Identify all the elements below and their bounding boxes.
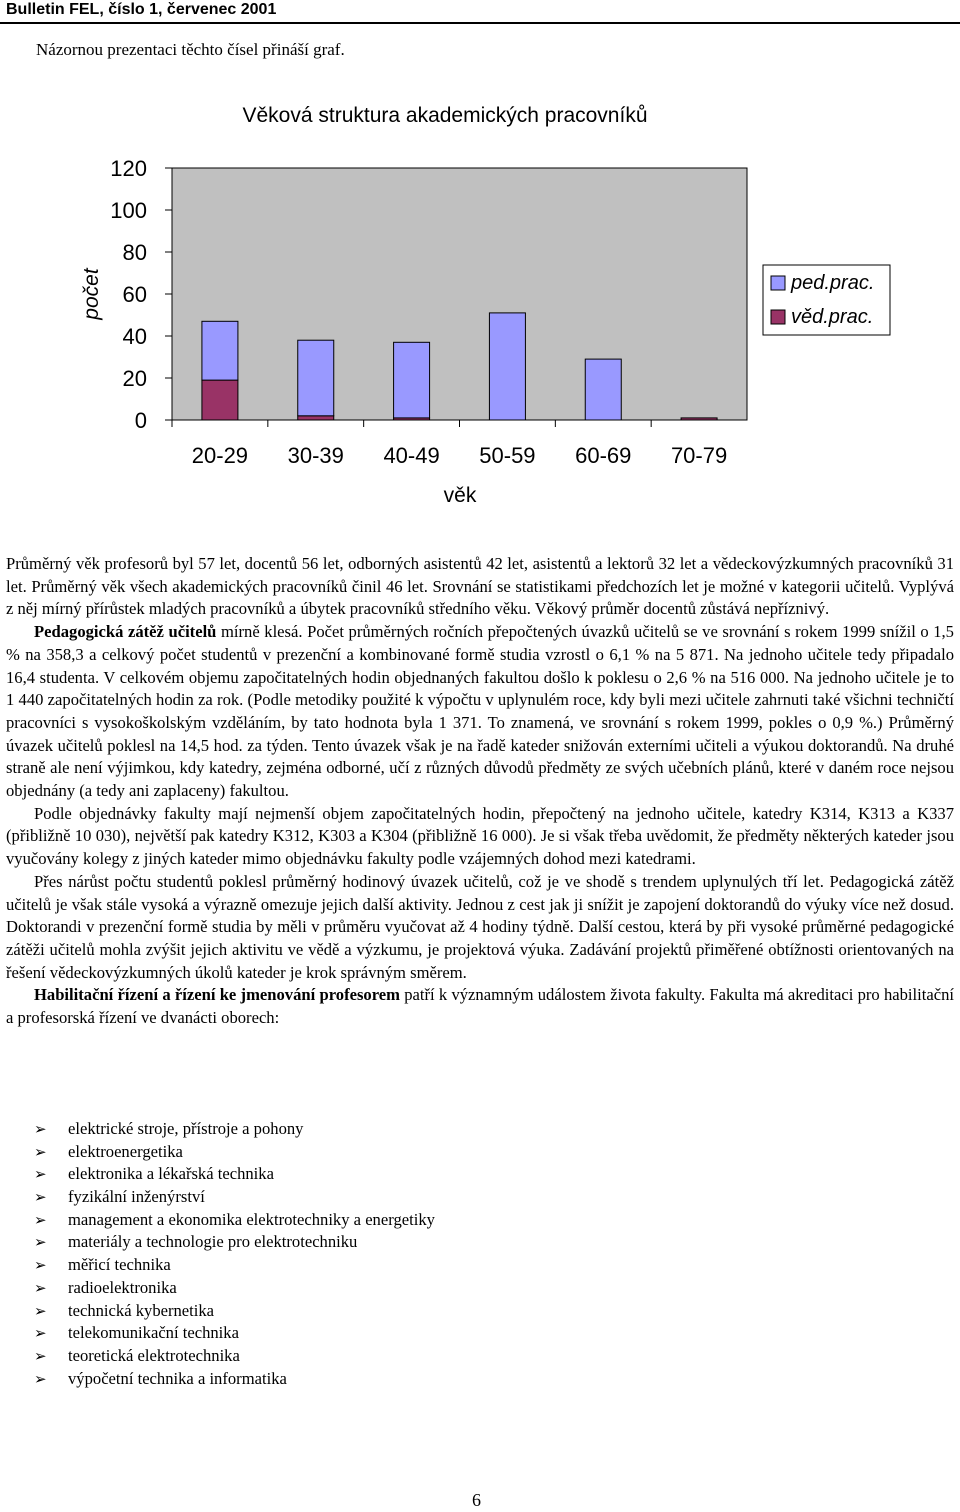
arrow-bullet-icon: ➢ bbox=[34, 1120, 47, 1138]
y-tick-label: 120 bbox=[110, 156, 147, 181]
list-item bbox=[34, 1231, 435, 1254]
paragraph-habilitation bbox=[6, 984, 954, 1029]
paragraph-departments bbox=[6, 803, 954, 871]
list-item bbox=[34, 1345, 435, 1368]
field-label: teoretická elektrotechnika bbox=[68, 1345, 240, 1365]
field-label: technická kybernetika bbox=[68, 1300, 215, 1320]
legend-label-ved-prac: věd.prac. bbox=[791, 306, 874, 328]
legend-swatch-ved-prac bbox=[771, 310, 785, 324]
field-label: měřicí technika bbox=[68, 1255, 171, 1275]
list-item bbox=[34, 1186, 435, 1209]
x-tick-label: 40-49 bbox=[383, 443, 440, 468]
accredited-fields-list bbox=[34, 1118, 435, 1390]
bulletin-header bbox=[0, 0, 960, 24]
text-run: patří k významným událostem života fakulty. Fakulta má akreditaci pro habilitační a profesorská řízení ve dvanácti oborech: bbox=[6, 985, 954, 1028]
bar-ped-prac-60-69 bbox=[585, 359, 621, 420]
body-text bbox=[6, 553, 954, 1030]
chart-title: Věková struktura akademických pracovníků bbox=[242, 104, 648, 127]
intro-sentence: Názornou prezentaci těchto čísel přináší graf. bbox=[36, 40, 345, 59]
y-tick-label: 0 bbox=[134, 408, 147, 433]
age-structure-chart bbox=[0, 90, 960, 520]
bar-ped-prac-50-59 bbox=[489, 313, 525, 420]
bar-ved-prac-70-79 bbox=[681, 418, 717, 420]
y-tick-label: 40 bbox=[122, 324, 147, 349]
y-tick-label: 20 bbox=[122, 366, 147, 391]
arrow-bullet-icon: ➢ bbox=[34, 1301, 47, 1320]
page-number: 6 bbox=[472, 1490, 481, 1510]
list-item bbox=[34, 1254, 435, 1277]
list-item bbox=[34, 1368, 435, 1391]
field-label: radioelektronika bbox=[68, 1277, 177, 1297]
list-item bbox=[34, 1277, 435, 1300]
x-tick-label: 20-29 bbox=[191, 443, 249, 468]
paragraph-workload bbox=[6, 621, 954, 803]
x-axis-label: věk bbox=[443, 484, 477, 507]
list-item bbox=[34, 1118, 435, 1141]
plot-area bbox=[172, 168, 747, 420]
paragraph-age bbox=[6, 553, 954, 621]
y-tick-label: 60 bbox=[122, 282, 147, 307]
text-run: Průměrný věk profesorů byl 57 let, docentů 56 let, odborných asistentů 42 let, asistentů a lektorů 32 let a vědeckovýzkumných pracovníků 31 let. Průměrný věk všech akademických pracovníků činil 46 let. Srovnání se statistikami předchozích let je možné v kategorii učitelů. Vyplývá z něj mírný přírůstek mladých pracovníků a úbytek pracovníků středního věku. Věkový průměr docentů zůstává nepříznivý. bbox=[6, 554, 954, 619]
list-item bbox=[34, 1209, 435, 1232]
text-run: Přes nárůst počtu studentů poklesl průměrný hodinový úvazek učitelů, což je ve shodě s trendem uplynulých tří let. Pedagogická zátěž učitelů je však stále vysoká a výrazně omezuje jejich další aktivity. Jednou z cest jak ji snížit je zapojení doktorandů do výuky více než dosud. Doktorandi v prezenční formě studia by měli v průměru vyučovat až 4 hodiny týdně. Další cestou, která by při vysoké průměrné pedagogické zátěži učitelů mohla zvýšit jejich aktivitu ve vědě a výzkumu, je projektová výuka. Zadávání projektů přiměřené obtížnosti orientovaných na řešení vědeckovýzkumných úkolů kateder je krok správným směrem. bbox=[6, 871, 954, 982]
y-tick-label: 80 bbox=[122, 240, 147, 265]
arrow-bullet-icon: ➢ bbox=[34, 1233, 47, 1252]
field-label: elektroenergetika bbox=[68, 1141, 183, 1161]
y-axis bbox=[110, 156, 172, 433]
bar-ped-prac-20-29 bbox=[202, 321, 238, 380]
field-label: elektronika a lékařská technika bbox=[68, 1164, 274, 1184]
list-item bbox=[34, 1322, 435, 1345]
field-label: fyzikální inženýrství bbox=[68, 1187, 205, 1207]
arrow-bullet-icon: ➢ bbox=[34, 1346, 47, 1365]
bold-phrase: Habilitační řízení a řízení ke jmenování profesorem bbox=[34, 985, 400, 1005]
legend-swatch-ped-prac bbox=[771, 276, 785, 290]
x-tick-label: 60-69 bbox=[575, 443, 632, 468]
arrow-bullet-icon: ➢ bbox=[34, 1324, 47, 1343]
paragraph-trend bbox=[6, 871, 954, 985]
chart-legend bbox=[763, 265, 890, 335]
legend-label-ped-prac: ped.prac. bbox=[791, 272, 875, 294]
bar-ped-prac-40-49 bbox=[394, 342, 430, 418]
bulletin-title: Bulletin FEL, číslo 1, červenec 2001 bbox=[6, 1, 277, 18]
x-tick-label: 50-59 bbox=[479, 443, 536, 468]
x-axis bbox=[172, 420, 727, 468]
arrow-bullet-icon: ➢ bbox=[34, 1210, 47, 1229]
x-tick-label: 70-79 bbox=[670, 443, 728, 468]
bar-ved-prac-20-29 bbox=[202, 380, 238, 420]
arrow-bullet-icon: ➢ bbox=[34, 1142, 47, 1161]
arrow-bullet-icon: ➢ bbox=[34, 1369, 47, 1388]
field-label: materiály a technologie pro elektrotechniku bbox=[68, 1232, 358, 1252]
field-label: výpočetní technika a informatika bbox=[68, 1368, 287, 1388]
list-item bbox=[34, 1163, 435, 1186]
field-label: management a ekonomika elektrotechniky a energetiky bbox=[68, 1209, 435, 1229]
arrow-bullet-icon: ➢ bbox=[34, 1165, 47, 1184]
bar-ped-prac-30-39 bbox=[298, 340, 334, 416]
x-tick-label: 30-39 bbox=[287, 443, 344, 468]
list-item bbox=[34, 1141, 435, 1164]
y-tick-label: 100 bbox=[110, 198, 147, 223]
arrow-bullet-icon: ➢ bbox=[34, 1256, 47, 1275]
arrow-bullet-icon: ➢ bbox=[34, 1188, 47, 1207]
text-run: mírně klesá. Počet průměrných ročních přepočtených úvazků učitelů se ve srovnání s rokem 1999 snížil o 1,5 % na 358,3 a celkový počet studentů v prezenční a kombinované formě studia vzrostl o 6,1 % na 5 871. Na jednoho učitele tedy připadalo 16,4 studenta. V celkovém objemu započitatelných hodin objednaných fakultou došlo k poklesu o 2,6 % na 516 000. Na jednoho učitele je to 1 440 započitatelných hodin za rok. (Podle metodiky použité k výpočtu v uplynulém roce, kdy byli mezi učitele zahrnuti také všichni techničtí pracovníci s vysokoškolským vzděláním, by tato hodnota byla 1 371. To znamená, ve srovnání s rokem 1999, pokles o 0,9 %.) Průměrný úvazek učitelů poklesl na 14,5 hod. za týden. Tento úvazek však je na řadě kateder snižován externími učiteli a výukou doktorandů. Na druhé straně ale není výjimkou, kdy katedry, zejména odborné, učí z různých důvodů předměty ze svých učebních plánů, které v daném roce nejsou objednány (a tedy ani zaplaceny) fakultou. bbox=[6, 622, 954, 801]
y-axis-label: počet bbox=[80, 268, 103, 320]
bar-ved-prac-30-39 bbox=[298, 416, 334, 420]
list-item bbox=[34, 1300, 435, 1323]
field-label: telekomunikační technika bbox=[68, 1323, 239, 1343]
bold-phrase: Pedagogická zátěž učitelů bbox=[34, 622, 217, 642]
arrow-bullet-icon: ➢ bbox=[34, 1278, 47, 1297]
text-run: Podle objednávky fakulty mají nejmenší objem započitatelných hodin, přepočtený na jednoho učitele, katedry K314, K313 a K337 (přibližně 10 030), největší pak katedry K312, K303 a K304 (přibližně 16 000). Je si však třeba uvědomit, že předměty některých kateder jsou vyučovány kolegy z jiných kateder mimo objednávku fakulty podle vzájemných dohod mezi katedrami. bbox=[6, 803, 954, 869]
field-label: elektrické stroje, přístroje a pohony bbox=[68, 1119, 304, 1138]
